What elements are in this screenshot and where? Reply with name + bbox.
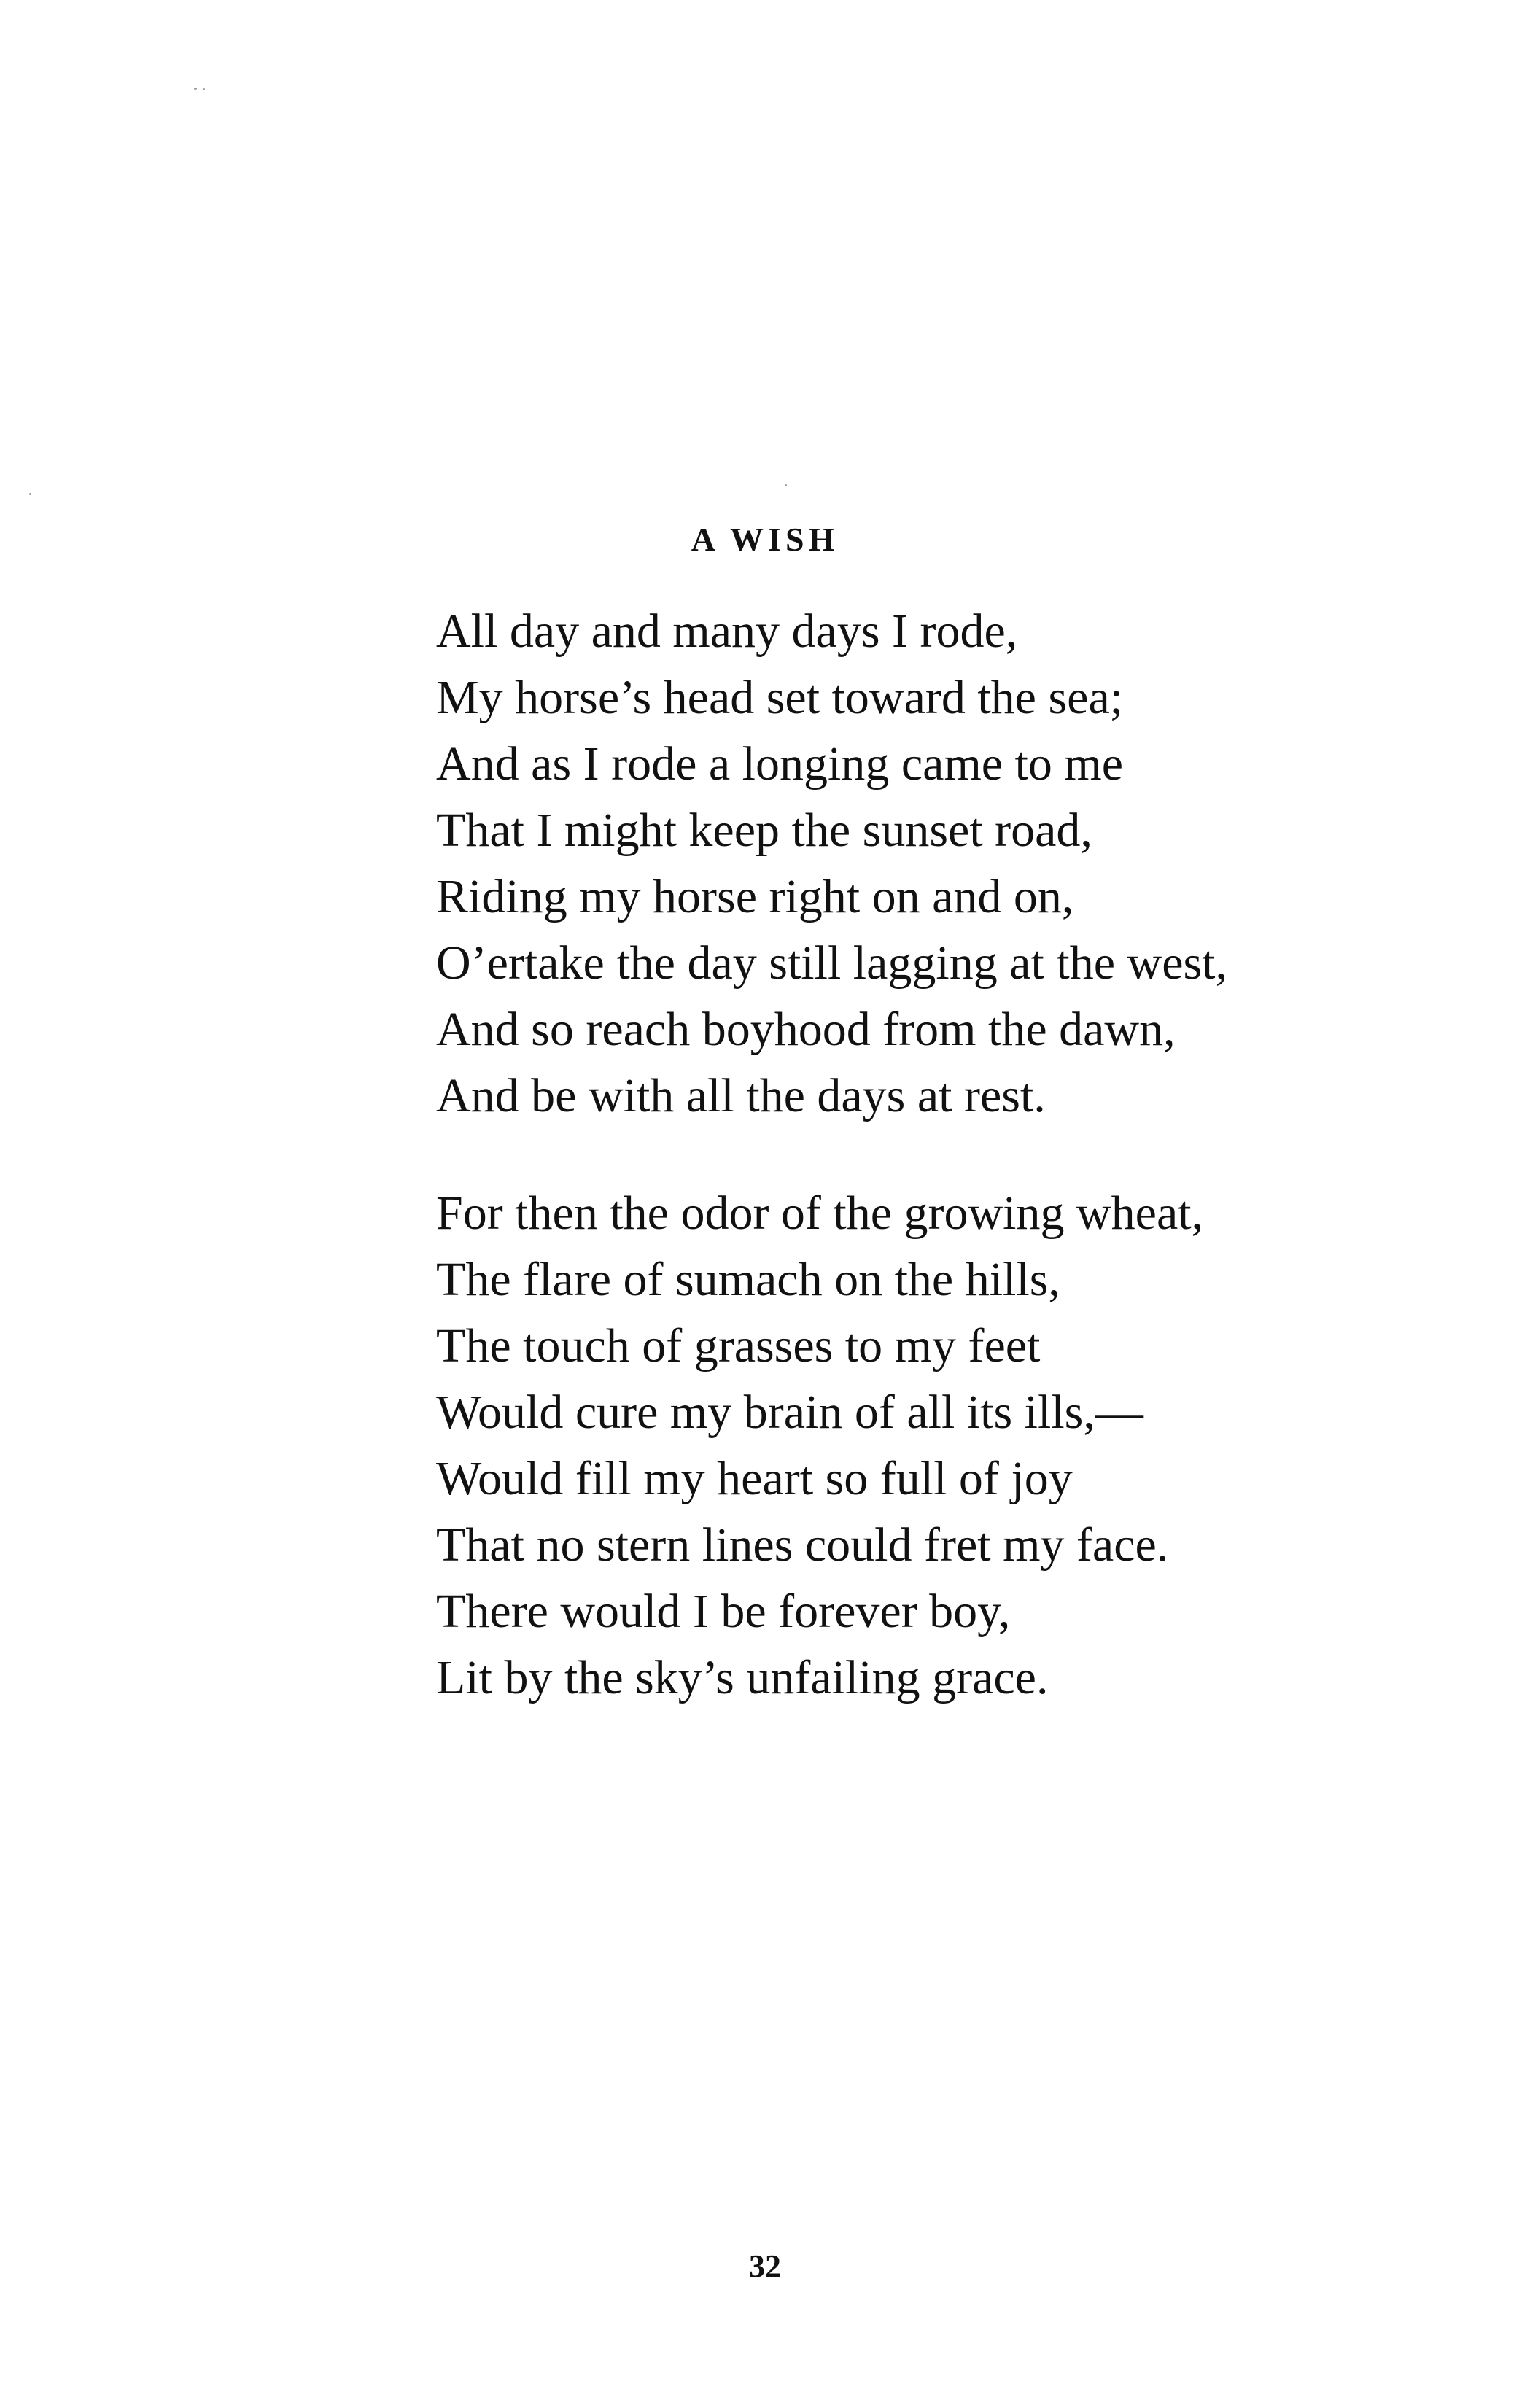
scan-speck <box>29 493 31 495</box>
scan-speck <box>194 88 197 90</box>
stanza-1 <box>436 598 1472 1129</box>
stanza-2 <box>436 1180 1472 1711</box>
poem-line: O’ertake the day still lagging at the west, <box>436 936 1228 990</box>
scan-speck <box>203 88 205 90</box>
poem-line: For then the odor of the growing wheat, <box>436 1186 1204 1240</box>
poem-line: Lit by the sky’s unfailing grace. <box>436 1651 1049 1704</box>
poem-line: That I might keep the sunset road, <box>436 804 1092 857</box>
poem-line: The flare of sumach on the hills, <box>436 1253 1060 1306</box>
page-number: 32 <box>749 2248 781 2284</box>
poem-line: There would I be forever boy, <box>436 1585 1011 1638</box>
poem-line: And so reach boyhood from the dawn, <box>436 1003 1176 1056</box>
poem-line: Riding my horse right on and on, <box>436 870 1074 923</box>
poem-line: Would cure my brain of all its ills,— <box>436 1386 1143 1439</box>
poem-line: And as I rode a longing came to me <box>436 737 1124 791</box>
poem-line: Would fill my heart so full of joy <box>436 1452 1073 1505</box>
scan-speck <box>785 484 787 486</box>
poem-line: All day and many days I rode, <box>436 605 1018 658</box>
poem-line: My horse’s head set toward the sea; <box>436 671 1124 724</box>
poem-line: The touch of grasses to my feet <box>436 1319 1041 1372</box>
poem-line: That no stern lines could fret my face. <box>436 1518 1169 1572</box>
poem-line: And be with all the days at rest. <box>436 1069 1046 1122</box>
poem-title: A WISH <box>691 521 839 558</box>
